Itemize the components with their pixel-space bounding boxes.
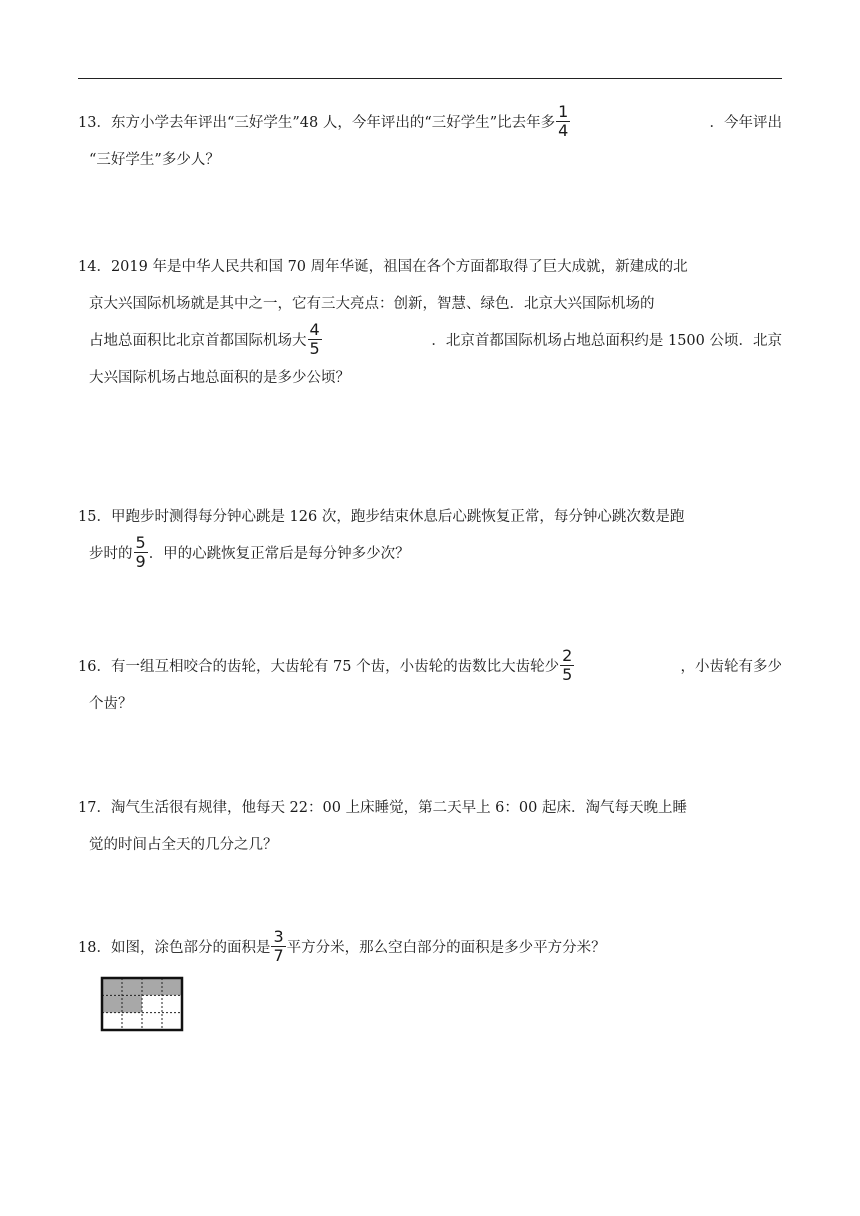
question-18: [78, 926, 782, 967]
blank-cell: [162, 1013, 182, 1030]
blank-cell: [162, 995, 182, 1012]
shaded-cell: [122, 995, 142, 1012]
fraction: [308, 319, 322, 358]
question-text: 步时的: [89, 546, 133, 562]
fraction-numerator: 3: [273, 926, 284, 946]
fraction-denominator: 9: [135, 551, 146, 571]
fraction-numerator: 1: [558, 101, 569, 121]
fraction-numerator: 5: [135, 532, 146, 552]
question-line: [78, 101, 782, 142]
shaded-cell: [102, 978, 122, 995]
question-text: 18．如图，涂色部分的面积是: [78, 940, 271, 956]
question-line: 个齿？: [89, 696, 133, 712]
fraction-denominator: 7: [273, 945, 284, 965]
fraction-denominator: 4: [558, 120, 569, 140]
question-text: ．北京首都国际机场占地总面积约是 1500 公顷．北京: [431, 333, 782, 349]
question-text: ，小齿轮有多少: [680, 659, 782, 675]
question-line: [78, 926, 782, 967]
question-line: 大兴国际机场占地总面积的是多少公顷？: [89, 370, 350, 386]
question-14: [78, 249, 782, 397]
shaded-cell: [162, 978, 182, 995]
question-line: 觉的时间占全天的几分之几？: [89, 837, 278, 853]
question-13: [78, 101, 782, 179]
blank-cell: [102, 1013, 122, 1030]
header-rule: [78, 78, 782, 79]
question-line: [78, 319, 782, 360]
question-text: 13．东方小学去年评出“三好学生”48 人，今年评出的“三好学生”比去年多: [78, 115, 556, 131]
question-16: [78, 645, 782, 723]
question-line: [78, 645, 782, 686]
blank-cell: [142, 1013, 162, 1030]
blank-cell: [142, 995, 162, 1012]
question-line: 京大兴国际机场就是其中之一，它有三大亮点：创新，智慧、绿色．北京大兴国际机场的: [89, 296, 655, 312]
question-text: 16．有一组互相咬合的齿轮，大齿轮有 75 个齿，小齿轮的齿数比大齿轮少: [78, 659, 560, 675]
question-line: “三好学生”多少人？: [89, 152, 220, 168]
shaded-grid-figure: [100, 976, 186, 1034]
question-text: ．甲的心跳恢复正常后是每分钟多少次？: [148, 546, 410, 562]
fraction-denominator: 5: [309, 338, 320, 358]
question-line: 14．2019 年是中华人民共和国 70 周年华诞，祖国在各个方面都取得了巨大成就，新建成的北: [78, 259, 688, 275]
fraction-numerator: 4: [309, 319, 320, 339]
question-line: 15．甲跑步时测得每分钟心跳是 126 次，跑步结束休息后心跳恢复正常，每分钟心跳次数是跑: [78, 509, 685, 525]
shaded-cell: [122, 978, 142, 995]
question-line: [78, 532, 782, 573]
blank-cell: [122, 1013, 142, 1030]
question-15: [78, 499, 782, 573]
fraction: [134, 532, 148, 571]
fraction: [556, 101, 570, 140]
question-text: 平方分米，那么空白部分的面积是多少平方分米？: [286, 940, 606, 956]
shaded-cell: [142, 978, 162, 995]
question-line: 17．淘气生活很有规律，他每天 22：00 上床睡觉，第二天早上 6：00 起床．淘气每天晚上睡: [78, 800, 687, 816]
fraction: [560, 645, 574, 684]
question-17: [78, 790, 782, 864]
shaded-cell: [102, 995, 122, 1012]
fraction-numerator: 2: [562, 645, 573, 665]
fraction: [271, 926, 285, 965]
question-text: 占地总面积比北京首都国际机场大: [89, 333, 307, 349]
question-text: ．今年评出: [709, 115, 782, 131]
fraction-denominator: 5: [562, 664, 573, 684]
